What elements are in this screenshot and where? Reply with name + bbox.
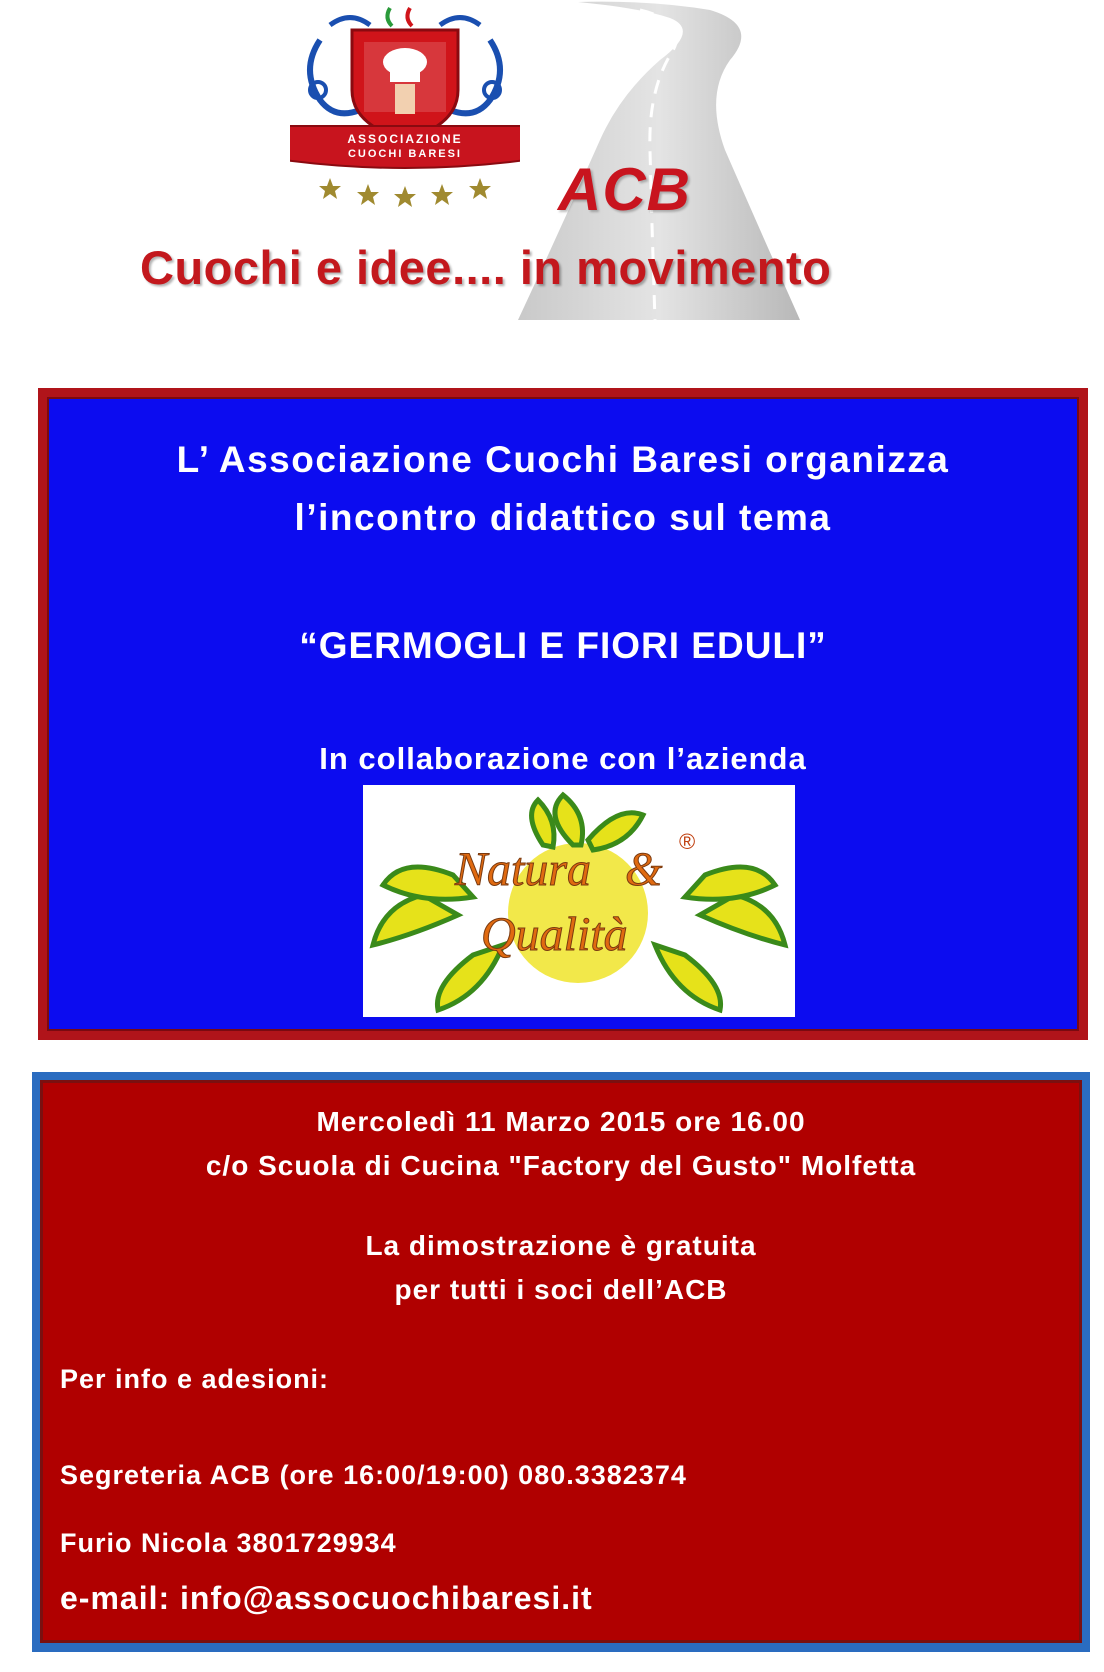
announcement-panel (38, 388, 1088, 1040)
crest-text-line2: CUOCHI BARESI (347, 148, 463, 160)
free-notice-line-1: La dimostrazione è gratuita (365, 1230, 757, 1261)
logo-word-natura: Natura (455, 843, 592, 896)
tagline: Cuochi e idee.... in movimento (140, 241, 832, 294)
partner-logo (363, 785, 795, 1017)
logo-registered-mark: ® (679, 829, 696, 854)
secretary-contact: Segreteria ACB (ore 16:00/19:00) 080.3382374 (60, 1460, 687, 1490)
association-crest-logo (290, 0, 520, 210)
collaboration-line: In collaborazione con l’azienda (319, 741, 807, 776)
logo-ampersand: & (625, 843, 663, 896)
event-date-time: Mercoledì 11 Marzo 2015 ore 16.00 (316, 1106, 806, 1137)
crest-text-line1: ASSOCIAZIONE (347, 132, 463, 146)
intro-line-2: l’incontro didattico sul tema (294, 497, 832, 538)
natura-qualita-logo-graphic (363, 785, 795, 1017)
acb-wordmark: ACB (558, 156, 691, 223)
free-notice-line-2: per tutti i soci dell’ACB (394, 1274, 728, 1305)
header-banner (0, 0, 1104, 340)
intro-line-1: L’ Associazione Cuochi Baresi organizza (176, 439, 950, 480)
info-heading: Per info e adesioni: (60, 1364, 330, 1394)
person-contact: Furio Nicola 3801729934 (60, 1528, 397, 1558)
event-theme-title: “GERMOGLI E FIORI EDULI” (299, 625, 827, 666)
event-details-panel (32, 1072, 1090, 1652)
email-contact[interactable]: e-mail: info@assocuochibaresi.it (60, 1580, 593, 1616)
event-venue: c/o Scuola di Cucina "Factory del Gusto" Molfetta (205, 1150, 917, 1181)
logo-word-qualita: Qualità (481, 908, 628, 961)
